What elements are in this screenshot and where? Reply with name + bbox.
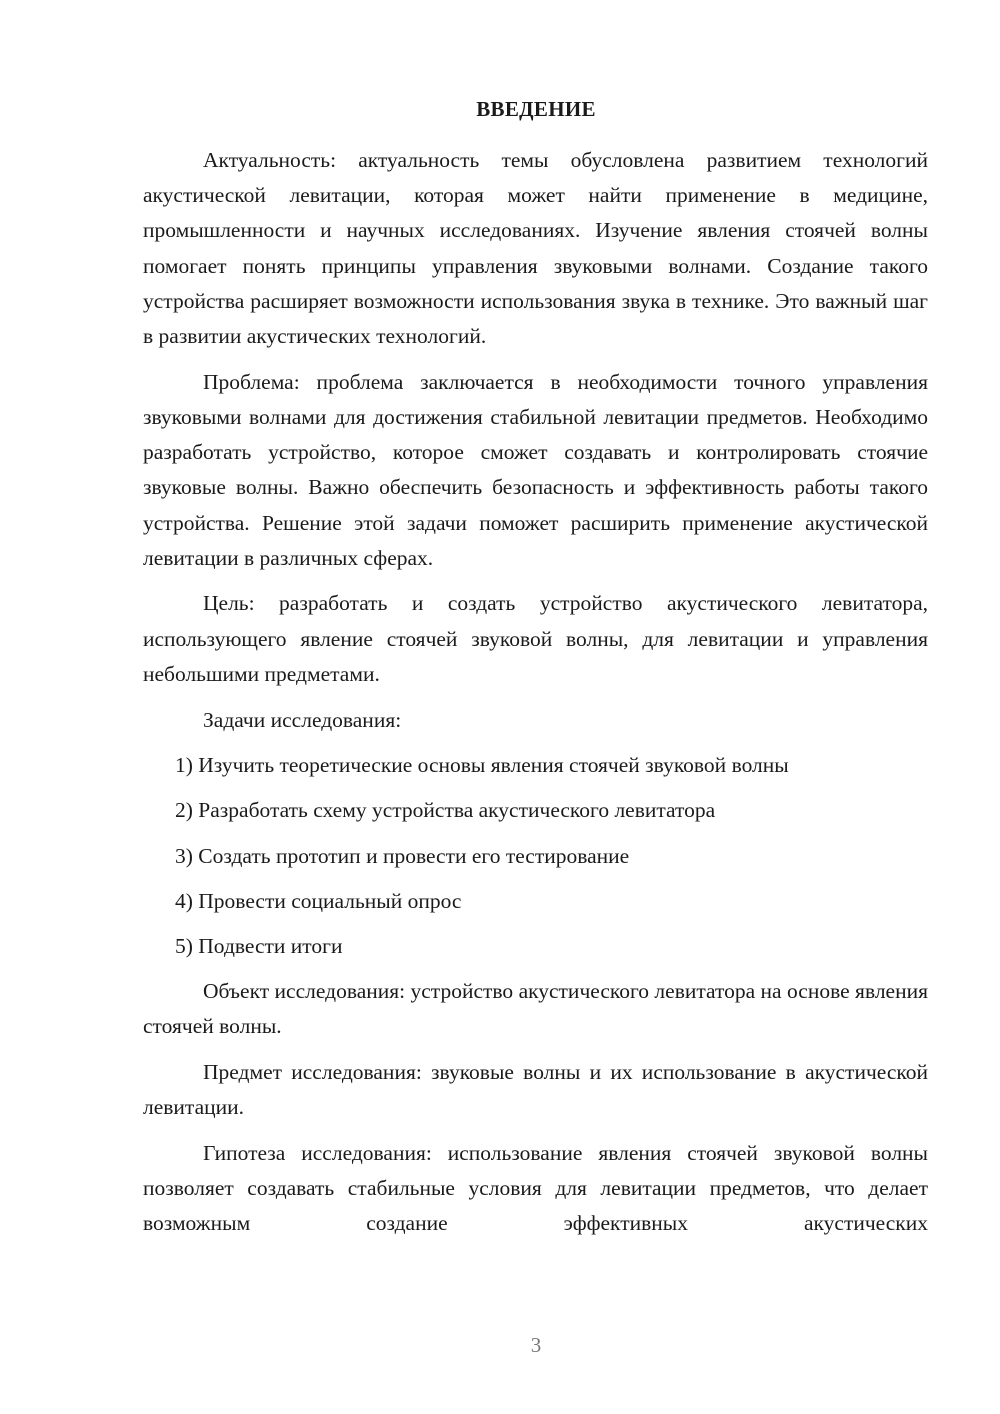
document-body (143, 143, 928, 1252)
task-item: 5) Подвести итоги (175, 934, 343, 959)
relevance-paragraph: Актуальность: актуальность темы обусловлена развитием технологий акустической левитации, которая может найти применение в медицине, промышленности и научных исследованиях. Изучение явления стоячей волны помогает понять принципы управления звуковыми волнами. Создание такого устройства расширяет возможности использования звука в технике. Это важный шаг в развитии акустических технологий. (143, 148, 928, 349)
task-list (143, 748, 928, 964)
task-item: 1) Изучить теоретические основы явления стоячей звуковой волны (175, 753, 789, 778)
section-title: ВВЕДЕНИЕ (476, 97, 596, 121)
page-number: 3 (530, 1333, 542, 1357)
subject-paragraph: Предмет исследования: звуковые волны и их использование в акустической левитации. (143, 1060, 928, 1120)
hypothesis-paragraph: Гипотеза исследования: использование явления стоячей звуковой волны позволяет создавать стабильные условия для левитации предметов, что делает возможным создание эффективных акустических (143, 1141, 928, 1236)
task-item: 2) Разработать схему устройства акустического левитатора (175, 798, 716, 823)
tasks-heading: Задачи исследования: (203, 707, 402, 732)
object-paragraph: Объект исследования: устройство акустического левитатора на основе явления стоячей волны. (143, 979, 928, 1039)
task-item: 4) Провести социальный опрос (175, 888, 462, 913)
task-item: 3) Создать прототип и провести его тестирование (175, 843, 630, 868)
goal-paragraph: Цель: разработать и создать устройство акустического левитатора, использующего явление стоячей звуковой волны, для левитации и управления небольшими предметами. (143, 591, 928, 686)
problem-paragraph: Проблема: проблема заключается в необходимости точного управления звуковыми волнами для достижения стабильной левитации предметов. Необходимо разработать устройство, которое сможет создавать и контролировать стоячие звуковые волны. Важно обеспечить безопасность и эффективность работы такого устройства. Решение этой задачи поможет расширить применение акустической левитации в различных сферах. (143, 369, 928, 570)
